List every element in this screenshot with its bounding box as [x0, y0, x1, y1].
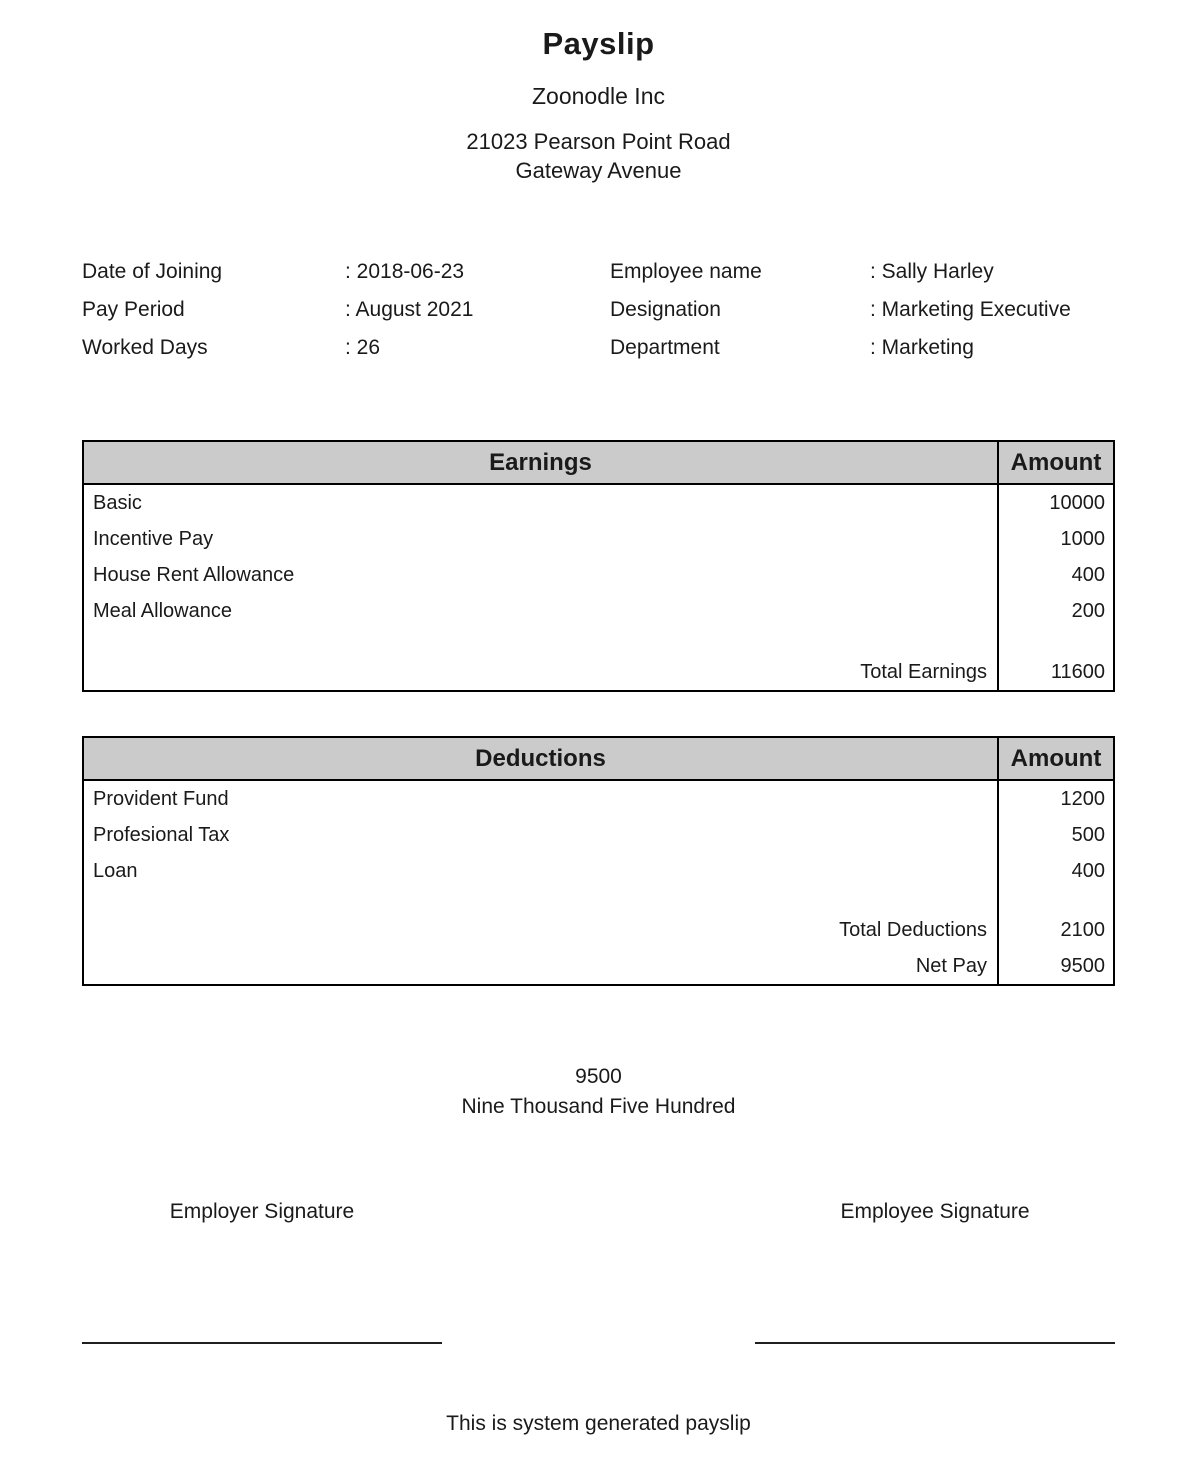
earnings-total-amount: 11600: [997, 654, 1113, 690]
deductions-total-amount: 2100: [997, 912, 1113, 948]
info-value-pay-period: : August 2021: [345, 298, 474, 321]
table-row: [84, 557, 1113, 593]
earning-item-amount: 200: [997, 593, 1113, 629]
net-pay-row: [84, 948, 1113, 984]
info-value-designation: : Marketing Executive: [870, 298, 1071, 321]
earning-item-amount: 1000: [997, 521, 1113, 557]
info-value-worked-days: : 26: [345, 336, 381, 359]
info-label-pay-period: Pay Period: [82, 298, 185, 321]
document-footer: [82, 1412, 1115, 1436]
deduction-item-label: Profesional Tax: [93, 823, 230, 846]
deduction-item-label: Provident Fund: [93, 787, 229, 810]
deductions-table: [82, 736, 1115, 986]
info-value-date-of-joining: : 2018-06-23: [345, 260, 465, 283]
earnings-header-label: Earnings: [489, 448, 592, 476]
table-row: [84, 817, 1113, 853]
deductions-table-header: [84, 738, 1113, 781]
deduction-item-amount: 400: [997, 853, 1113, 889]
net-pay-figure: 9500: [575, 1065, 622, 1088]
earning-item-label: Incentive Pay: [93, 527, 214, 550]
employee-info-section: [82, 259, 1115, 360]
table-row: [84, 853, 1113, 889]
table-row: [84, 485, 1113, 521]
document-header: [82, 26, 1115, 185]
footer-note: This is system generated payslip: [446, 1412, 751, 1435]
earnings-total-row: [84, 654, 1113, 690]
employee-signature-block: [755, 1200, 1115, 1344]
table-spacer-row: [84, 629, 1113, 654]
employer-signature-line: [82, 1342, 442, 1344]
info-label-date-of-joining: Date of Joining: [82, 260, 223, 283]
company-address: [82, 127, 1115, 185]
table-spacer-row: [84, 889, 1113, 912]
employer-signature-label: Employer Signature: [169, 1200, 355, 1223]
deduction-item-amount: 1200: [997, 781, 1113, 817]
earning-item-label: Basic: [93, 491, 142, 514]
earning-item-amount: 10000: [997, 485, 1113, 521]
employee-signature-label: Employee Signature: [840, 1200, 1030, 1223]
table-row: [84, 521, 1113, 557]
deductions-total-label: Total Deductions: [839, 918, 987, 941]
earnings-table: [82, 440, 1115, 692]
earnings-total-label: Total Earnings: [860, 660, 987, 683]
earning-item-amount: 400: [997, 557, 1113, 593]
info-label-worked-days: Worked Days: [82, 336, 208, 359]
company-name: Zoonodle Inc: [532, 83, 665, 109]
earnings-table-body: [84, 485, 1113, 690]
net-pay-amount: 9500: [997, 948, 1113, 984]
deductions-header-label: Deductions: [475, 744, 606, 772]
info-label-employee-name: Employee name: [610, 260, 762, 283]
page-title: Payslip: [542, 26, 655, 61]
net-pay-words: Nine Thousand Five Hundred: [461, 1095, 736, 1118]
deductions-amount-header: Amount: [997, 738, 1113, 779]
table-row: [84, 593, 1113, 629]
address-line-2: Gateway Avenue: [515, 158, 682, 183]
earning-item-label: House Rent Allowance: [93, 563, 295, 586]
earnings-amount-header: Amount: [997, 442, 1113, 483]
deductions-table-body: [84, 781, 1113, 984]
info-value-department: : Marketing: [870, 336, 974, 359]
earnings-table-header: [84, 442, 1113, 485]
info-label-department: Department: [610, 336, 720, 359]
employee-signature-line: [755, 1342, 1115, 1344]
deduction-item-label: Loan: [93, 859, 138, 882]
info-label-designation: Designation: [610, 298, 721, 321]
deductions-total-row: [84, 912, 1113, 948]
earning-item-label: Meal Allowance: [93, 599, 232, 622]
employer-signature-block: [82, 1200, 442, 1344]
deduction-item-amount: 500: [997, 817, 1113, 853]
info-value-employee-name: : Sally Harley: [870, 260, 994, 283]
table-row: [84, 781, 1113, 817]
net-pay-summary: [82, 1062, 1115, 1122]
address-line-1: 21023 Pearson Point Road: [466, 129, 731, 154]
net-pay-label: Net Pay: [915, 954, 987, 977]
signature-section: [82, 1200, 1115, 1344]
